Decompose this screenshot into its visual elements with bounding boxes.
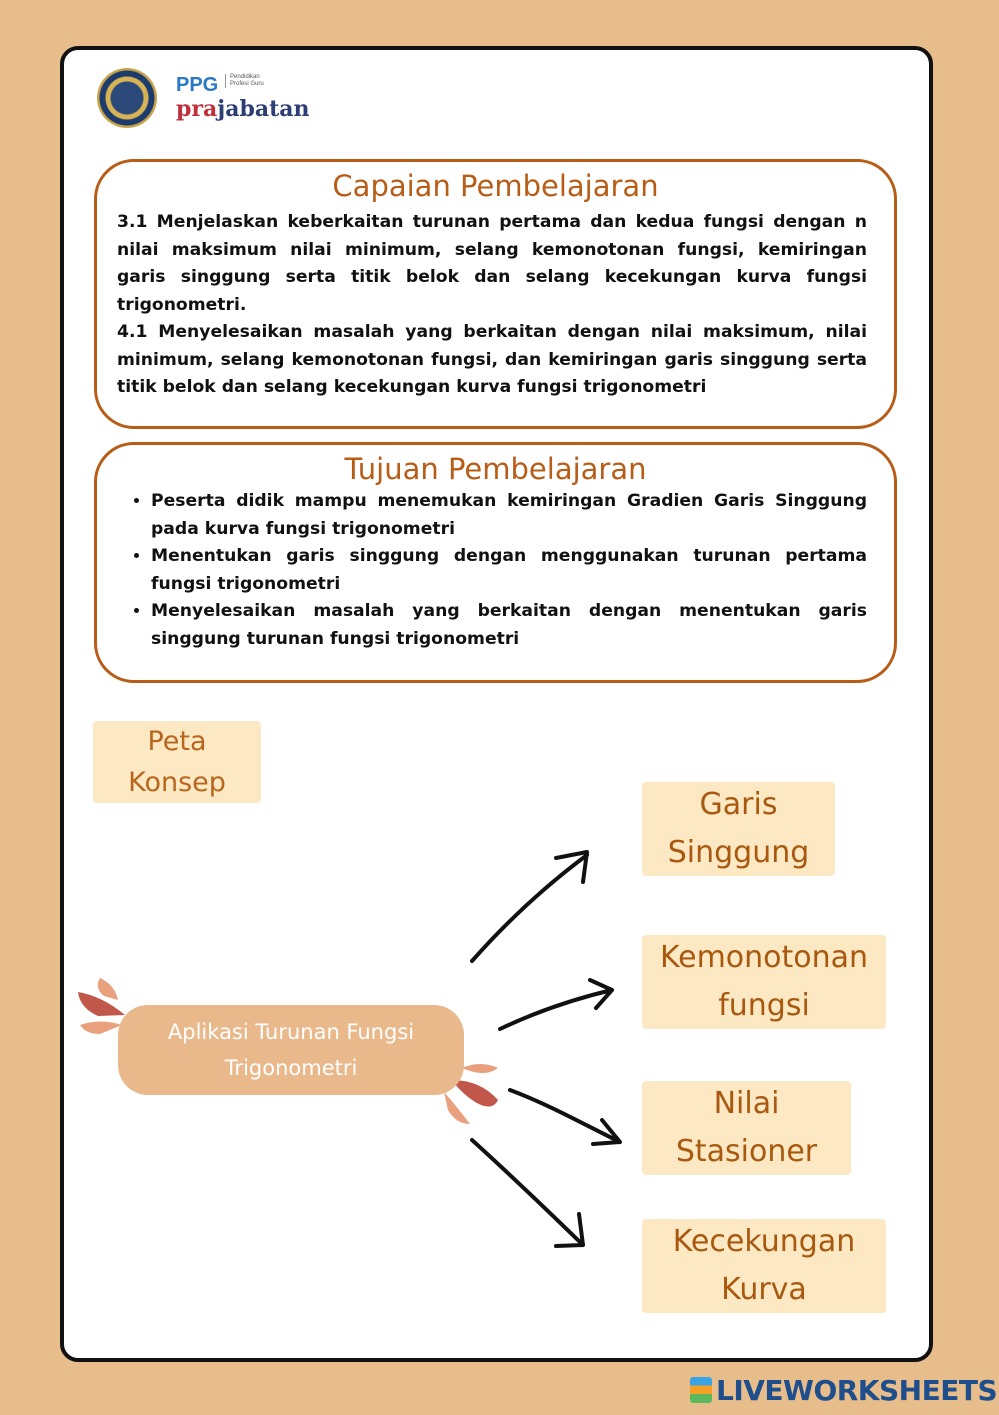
arrow-to-kecekungan bbox=[472, 1140, 583, 1246]
tujuan-item: • Menyelesaikan masalah yang berkaitan dengan menentukan garis singgung turunan fungsi trigonometri bbox=[151, 598, 867, 653]
tujuan-item: • Peserta didik mampu menemukan kemiringan Gradien Garis Singgung pada kurva fungsi trigonometri bbox=[151, 488, 867, 543]
node-kecekungan-kurva bbox=[642, 1219, 886, 1313]
center-line-1: Aplikasi Turunan Fungsi bbox=[167, 1020, 415, 1044]
logo-prajabatan-text: prajabatan bbox=[176, 96, 310, 122]
node-line-1: Kecekungan bbox=[672, 1224, 856, 1259]
liveworksheets-text: LIVEWORKSHEETS bbox=[716, 1373, 998, 1407]
capaian-paragraph-1: 3.1 Menjelaskan keberkaitan turunan pertama dan kedua fungsi dengan n nilai maksimum nilai minimum, selang kemonotonan fungsi, kemiringan garis singgung serta titik belok dan selang kecekungan kurva fungsi trigonometri. bbox=[117, 212, 867, 315]
capaian-paragraph-2: 4.1 Menyelesaikan masalah yang berkaitan dengan nilai maksimum, nilai minimum, selang kemonotonan fungsi, dan kemiringan garis singgung serta titik belok dan selang kecekungan kurva fungsi trigonometri bbox=[117, 322, 867, 397]
node-line-2: fungsi bbox=[718, 988, 810, 1023]
arrow-to-garis-singgung bbox=[472, 852, 587, 961]
tujuan-item: • Menentukan garis singgung dengan menggunakan turunan pertama fungsi trigonometri bbox=[151, 543, 867, 598]
node-line-2: Kurva bbox=[721, 1272, 807, 1307]
node-line-1: Garis bbox=[699, 787, 778, 822]
center-node-aplikasi bbox=[118, 1005, 464, 1095]
liveworksheets-logo-icon bbox=[690, 1377, 712, 1403]
node-line-1: Nilai bbox=[713, 1086, 780, 1121]
peta-line-2: Konsep bbox=[128, 767, 226, 798]
node-line-2: Singgung bbox=[667, 835, 810, 870]
node-garis-singgung bbox=[642, 782, 835, 876]
liveworksheets-brand bbox=[690, 1373, 997, 1407]
tujuan-title: Tujuan Pembelajaran bbox=[344, 452, 647, 486]
center-line-2: Trigonometri bbox=[224, 1056, 358, 1080]
arrow-to-nilai-stasioner bbox=[510, 1090, 620, 1144]
node-line-1: Kemonotonan bbox=[659, 940, 869, 975]
capaian-title: Capaian Pembelajaran bbox=[332, 169, 659, 203]
node-nilai-stasioner bbox=[642, 1081, 851, 1175]
logo-ppg-text: PPG bbox=[176, 74, 219, 96]
logo-sub-text: Pendidikan Profesi Guru bbox=[225, 74, 270, 88]
peta-line-1: Peta bbox=[147, 726, 207, 757]
arrow-to-kemonotonan bbox=[500, 980, 612, 1029]
node-line-2: Stasioner bbox=[675, 1134, 818, 1169]
node-kemonotonan-fungsi bbox=[642, 935, 886, 1029]
